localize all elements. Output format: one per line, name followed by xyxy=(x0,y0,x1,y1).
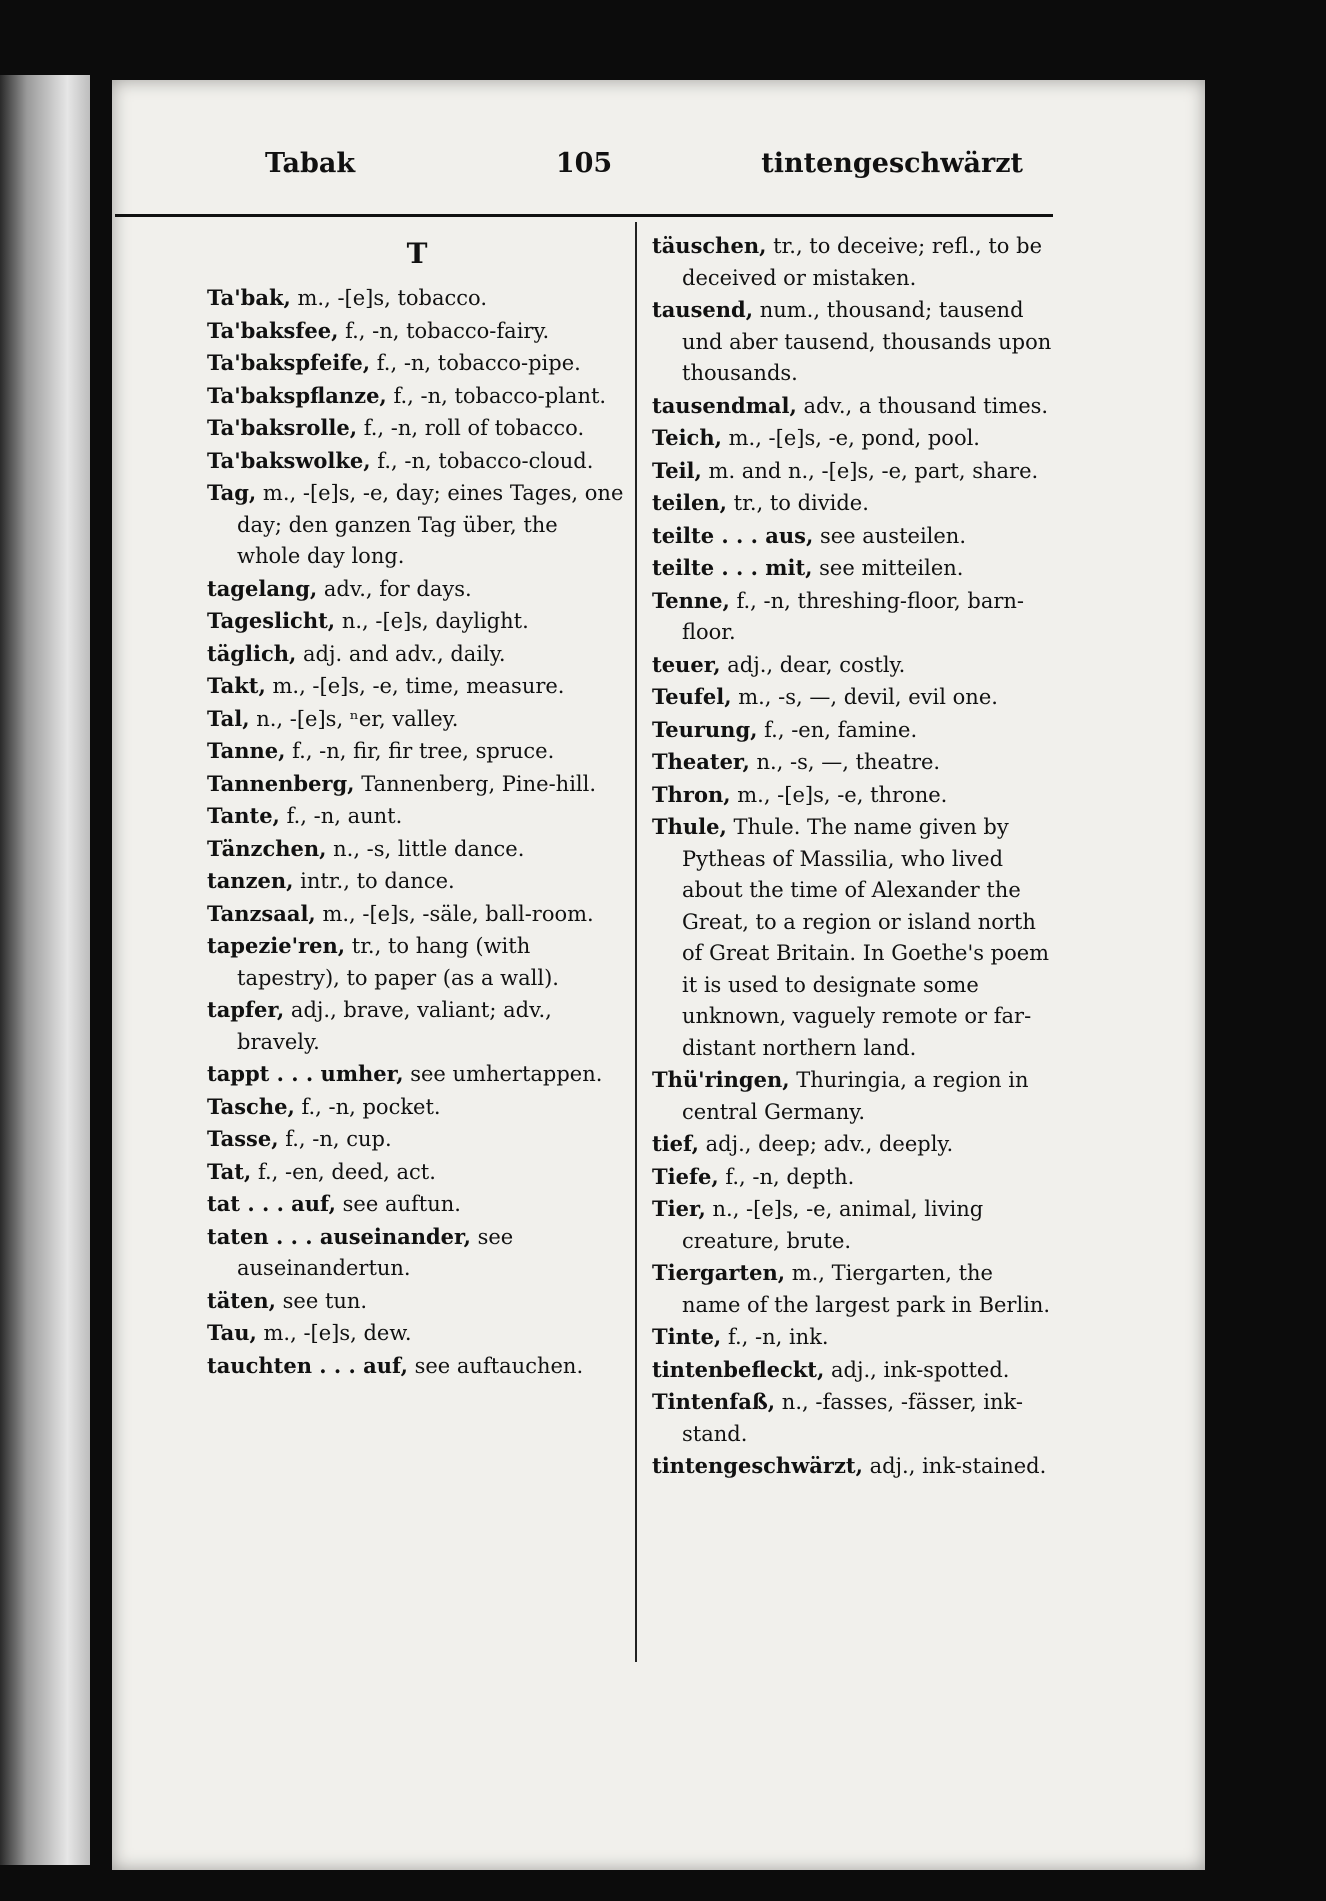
entry-headword: Ta'baksfee, xyxy=(207,317,339,343)
entry-headword: Tiefe, xyxy=(652,1163,719,1189)
entry-headword: Ta'bak, xyxy=(207,285,291,310)
dictionary-entry xyxy=(652,1450,1052,1483)
dictionary-entry xyxy=(652,487,1052,520)
entry-definition: adj., dear, costly. xyxy=(727,652,906,677)
entry-definition: see tun. xyxy=(282,1288,368,1313)
entry-headword: tintengeschwärzt, xyxy=(652,1453,863,1478)
dictionary-entry xyxy=(207,898,627,931)
left-guide-word: Tabak xyxy=(265,148,356,179)
entry-definition: f., -n, tobacco-plant. xyxy=(393,383,607,408)
dictionary-entry xyxy=(207,865,627,898)
entry-headword: täuschen, xyxy=(652,233,767,258)
entry-definition: m., -[e]s, -e, throne. xyxy=(737,782,948,807)
dictionary-entry xyxy=(207,1058,627,1091)
dictionary-entry xyxy=(652,230,1052,294)
entry-definition: f., -n, tobacco-fairy. xyxy=(345,318,550,343)
entry-definition: f., -n, ink. xyxy=(727,1325,829,1349)
page-number: 105 xyxy=(555,148,613,179)
entry-headword: teuer, xyxy=(652,651,721,677)
dictionary-entry xyxy=(207,703,627,736)
entry-headword: Ta'bakswolke, xyxy=(207,447,371,473)
dictionary-entry xyxy=(652,1128,1052,1161)
dictionary-entry xyxy=(652,1193,1052,1257)
entry-definition: intr., to dance. xyxy=(300,869,455,893)
entry-definition: adj., brave, valiant; adv., bravely. xyxy=(237,998,552,1054)
dictionary-entry xyxy=(652,552,1052,585)
entry-definition: n., -fasses, -fässer, ink-stand. xyxy=(682,1390,1023,1446)
entry-definition: m., -[e]s, dew. xyxy=(263,1321,412,1345)
entry-headword: taten . . . auseinander, xyxy=(207,1223,471,1249)
entry-definition: tr., to hang (with tapestry), to paper (as a wall). xyxy=(237,934,559,990)
entry-headword: tief, xyxy=(652,1131,699,1156)
left-entry-list xyxy=(207,282,627,1382)
entry-headword: Teurung, xyxy=(652,716,758,742)
entry-definition: num., thousand; tausend und aber tausend, thousands upon thousands. xyxy=(682,298,1052,385)
entry-definition: m. and n., -[e]s, -e, part, share. xyxy=(708,458,1039,483)
dictionary-entry xyxy=(652,1321,1052,1354)
entry-headword: Ta'baksrolle, xyxy=(207,415,358,440)
dictionary-entry xyxy=(652,520,1052,553)
dictionary-entry xyxy=(207,1091,627,1124)
entry-definition: f., -n, fir, fir tree, spruce. xyxy=(292,739,555,763)
entry-definition: see auftauchen. xyxy=(414,1353,584,1378)
entry-headword: Tante, xyxy=(207,803,280,828)
right-guide-word: tintengeschwärzt xyxy=(761,148,1023,179)
entry-headword: teilte . . . mit, xyxy=(652,555,813,580)
entry-definition: m., -[e]s, -e, pond, pool. xyxy=(728,426,980,450)
dictionary-entry xyxy=(652,1161,1052,1194)
dictionary-entry xyxy=(652,585,1052,649)
entry-definition: Thule. The name given by Pytheas of Massilia, who lived about the time of Alexander the Great, to a region or island north of Great Britain. In Goethe's poem it is used to designate some unknown, vaguely remote or far-distant northern land. xyxy=(682,815,1050,1060)
entry-headword: teilen, xyxy=(652,490,727,515)
dictionary-entry xyxy=(207,1350,627,1383)
entry-definition: m., -[e]s, tobacco. xyxy=(297,286,487,310)
entry-headword: tat . . . auf, xyxy=(207,1191,336,1216)
dictionary-entry xyxy=(652,1386,1052,1450)
entry-definition: see auseinandertun. xyxy=(237,1224,514,1280)
entry-headword: Tier, xyxy=(652,1196,706,1221)
entry-headword: Teich, xyxy=(652,425,722,450)
entry-headword: tanzen, xyxy=(207,868,294,893)
entry-headword: Teil, xyxy=(652,457,702,483)
dictionary-entry xyxy=(207,930,627,994)
right-column xyxy=(652,230,1052,1483)
entry-headword: tappt . . . umher, xyxy=(207,1061,404,1086)
entry-definition: Thuringia, a region in central Germany. xyxy=(682,1068,1029,1124)
dictionary-entry xyxy=(207,735,627,768)
dictionary-entry xyxy=(207,670,627,703)
entry-headword: Tal, xyxy=(207,705,250,731)
entry-definition: f., -n, roll of tobacco. xyxy=(363,416,585,440)
entry-definition: n., -[e]s, ⁿer, valley. xyxy=(256,706,459,731)
entry-definition: adv., for days. xyxy=(323,576,472,601)
dictionary-entry xyxy=(207,347,627,380)
entry-headword: tausend, xyxy=(652,297,754,322)
entry-headword: tausendmal, xyxy=(652,392,797,418)
entry-definition: f., -en, deed, act. xyxy=(257,1159,436,1184)
entry-definition: adj., ink-spotted. xyxy=(830,1357,1010,1382)
entry-definition: n., -s, —, theatre. xyxy=(756,750,941,774)
entry-headword: täglich, xyxy=(207,640,297,666)
entry-definition: f., -n, pocket. xyxy=(301,1094,441,1119)
entry-definition: m., -[e]s, -e, day; eines Tages, one day; den ganzen Tag über, the whole day long. xyxy=(237,481,624,568)
dictionary-entry xyxy=(652,422,1052,455)
entry-definition: see austeilen. xyxy=(819,523,967,548)
dictionary-entry xyxy=(652,811,1052,1064)
entry-definition: adj. and adv., daily. xyxy=(303,641,506,666)
dictionary-entry xyxy=(207,833,627,866)
entry-definition: f., -n, aunt. xyxy=(286,804,403,828)
entry-definition: n., -[e]s, -e, animal, living creature, brute. xyxy=(682,1197,984,1253)
entry-definition: see umhertappen. xyxy=(410,1062,603,1086)
dictionary-entry xyxy=(207,282,627,315)
section-letter: T xyxy=(406,237,428,270)
entry-definition: Tannenberg, Pine-hill. xyxy=(361,771,597,796)
dictionary-entry xyxy=(652,746,1052,779)
dictionary-entry xyxy=(652,1064,1052,1128)
entry-headword: tauchten . . . auf, xyxy=(207,1352,408,1378)
dictionary-entry xyxy=(207,477,627,573)
entry-headword: tagelang, xyxy=(207,575,318,601)
entry-headword: Tanne, xyxy=(207,738,286,763)
entry-headword: Ta'bakspfeife, xyxy=(207,350,371,375)
left-page-edge xyxy=(0,75,90,1865)
entry-headword: tapfer, xyxy=(207,997,285,1022)
dictionary-entry xyxy=(207,1317,627,1350)
entry-headword: Theater, xyxy=(652,749,750,774)
entry-definition: f., -n, tobacco-pipe. xyxy=(376,351,581,375)
entry-definition: see mitteilen. xyxy=(819,556,964,580)
entry-headword: Teufel, xyxy=(652,684,732,709)
entry-headword: Tau, xyxy=(207,1320,257,1345)
dictionary-entry xyxy=(652,681,1052,714)
entry-headword: Tanzsaal, xyxy=(207,900,316,926)
entry-headword: Tannenberg, xyxy=(207,770,355,796)
dictionary-entry xyxy=(207,800,627,833)
entry-headword: Tiergarten, xyxy=(652,1260,786,1285)
left-column xyxy=(207,230,627,1382)
entry-headword: Tageslicht, xyxy=(207,608,336,633)
entry-definition: adv., a thousand times. xyxy=(803,393,1049,418)
right-entry-list xyxy=(652,230,1052,1483)
entry-headword: Thü'ringen, xyxy=(652,1067,790,1092)
entry-definition: tr., to deceive; refl., to be deceived or mistaken. xyxy=(682,234,1042,290)
entry-headword: Tänzchen, xyxy=(207,835,327,861)
entry-headword: tapezie'ren, xyxy=(207,933,346,958)
dictionary-entry xyxy=(207,315,627,348)
entry-headword: Ta'bakspflanze, xyxy=(207,382,387,408)
entry-definition: f., -en, famine. xyxy=(764,717,918,742)
entry-headword: Tat, xyxy=(207,1158,252,1184)
entry-definition: n., -[e]s, daylight. xyxy=(341,609,529,633)
dictionary-entry xyxy=(207,1123,627,1156)
entry-headword: Takt, xyxy=(207,673,266,698)
dictionary-entry xyxy=(207,412,627,445)
entry-definition: m., -s, —, devil, evil one. xyxy=(738,685,998,709)
entry-definition: f., -n, threshing-floor, barn-floor. xyxy=(682,588,1025,644)
entry-headword: tintenbefleckt, xyxy=(652,1356,825,1382)
dictionary-entry xyxy=(652,390,1052,423)
dictionary-entry xyxy=(207,573,627,606)
entry-definition: f., -n, tobacco-cloud. xyxy=(377,448,594,473)
dictionary-entry xyxy=(652,1257,1052,1321)
dictionary-entry xyxy=(652,714,1052,747)
entry-headword: Thule, xyxy=(652,814,727,839)
entry-definition: m., -[e]s, -säle, ball-room. xyxy=(322,901,594,926)
entry-definition: f., -n, depth. xyxy=(725,1164,855,1189)
entry-definition: m., Tiergarten, the name of the largest park in Berlin. xyxy=(682,1261,1051,1317)
entry-definition: n., -s, little dance. xyxy=(333,836,525,861)
entry-headword: Tasse, xyxy=(207,1126,279,1151)
entry-headword: Thron, xyxy=(652,781,731,807)
dictionary-entry xyxy=(652,779,1052,812)
entry-headword: täten, xyxy=(207,1287,276,1313)
dictionary-entry xyxy=(207,1285,627,1318)
dictionary-entry xyxy=(207,768,627,801)
entry-definition: adj., deep; adv., deeply. xyxy=(705,1132,954,1156)
entry-headword: Tag, xyxy=(207,480,257,505)
entry-headword: Tenne, xyxy=(652,587,730,613)
dictionary-entry xyxy=(207,1188,627,1221)
dictionary-entry xyxy=(207,605,627,638)
entry-definition: m., -[e]s, -e, time, measure. xyxy=(272,674,565,698)
dictionary-entry xyxy=(652,1354,1052,1387)
entry-definition: f., -n, cup. xyxy=(285,1127,392,1151)
entry-definition: tr., to divide. xyxy=(733,491,869,515)
header-rule xyxy=(115,214,1053,217)
dictionary-entry xyxy=(652,649,1052,682)
column-divider xyxy=(635,222,637,1662)
entry-headword: teilte . . . aus, xyxy=(652,522,814,548)
entry-headword: Tinte, xyxy=(652,1324,722,1349)
dictionary-entry xyxy=(652,294,1052,390)
dictionary-entry xyxy=(207,1156,627,1189)
entry-definition: see auftun. xyxy=(342,1192,461,1216)
dictionary-entry xyxy=(207,638,627,671)
dictionary-entry xyxy=(207,380,627,413)
entry-definition: adj., ink-stained. xyxy=(869,1454,1047,1478)
dictionary-entry xyxy=(207,1221,627,1285)
dictionary-entry xyxy=(207,445,627,478)
page-header xyxy=(115,148,1053,188)
dictionary-entry xyxy=(652,455,1052,488)
dictionary-entry xyxy=(207,994,627,1058)
entry-headword: Tasche, xyxy=(207,1093,295,1119)
entry-headword: Tintenfaß, xyxy=(652,1389,776,1414)
